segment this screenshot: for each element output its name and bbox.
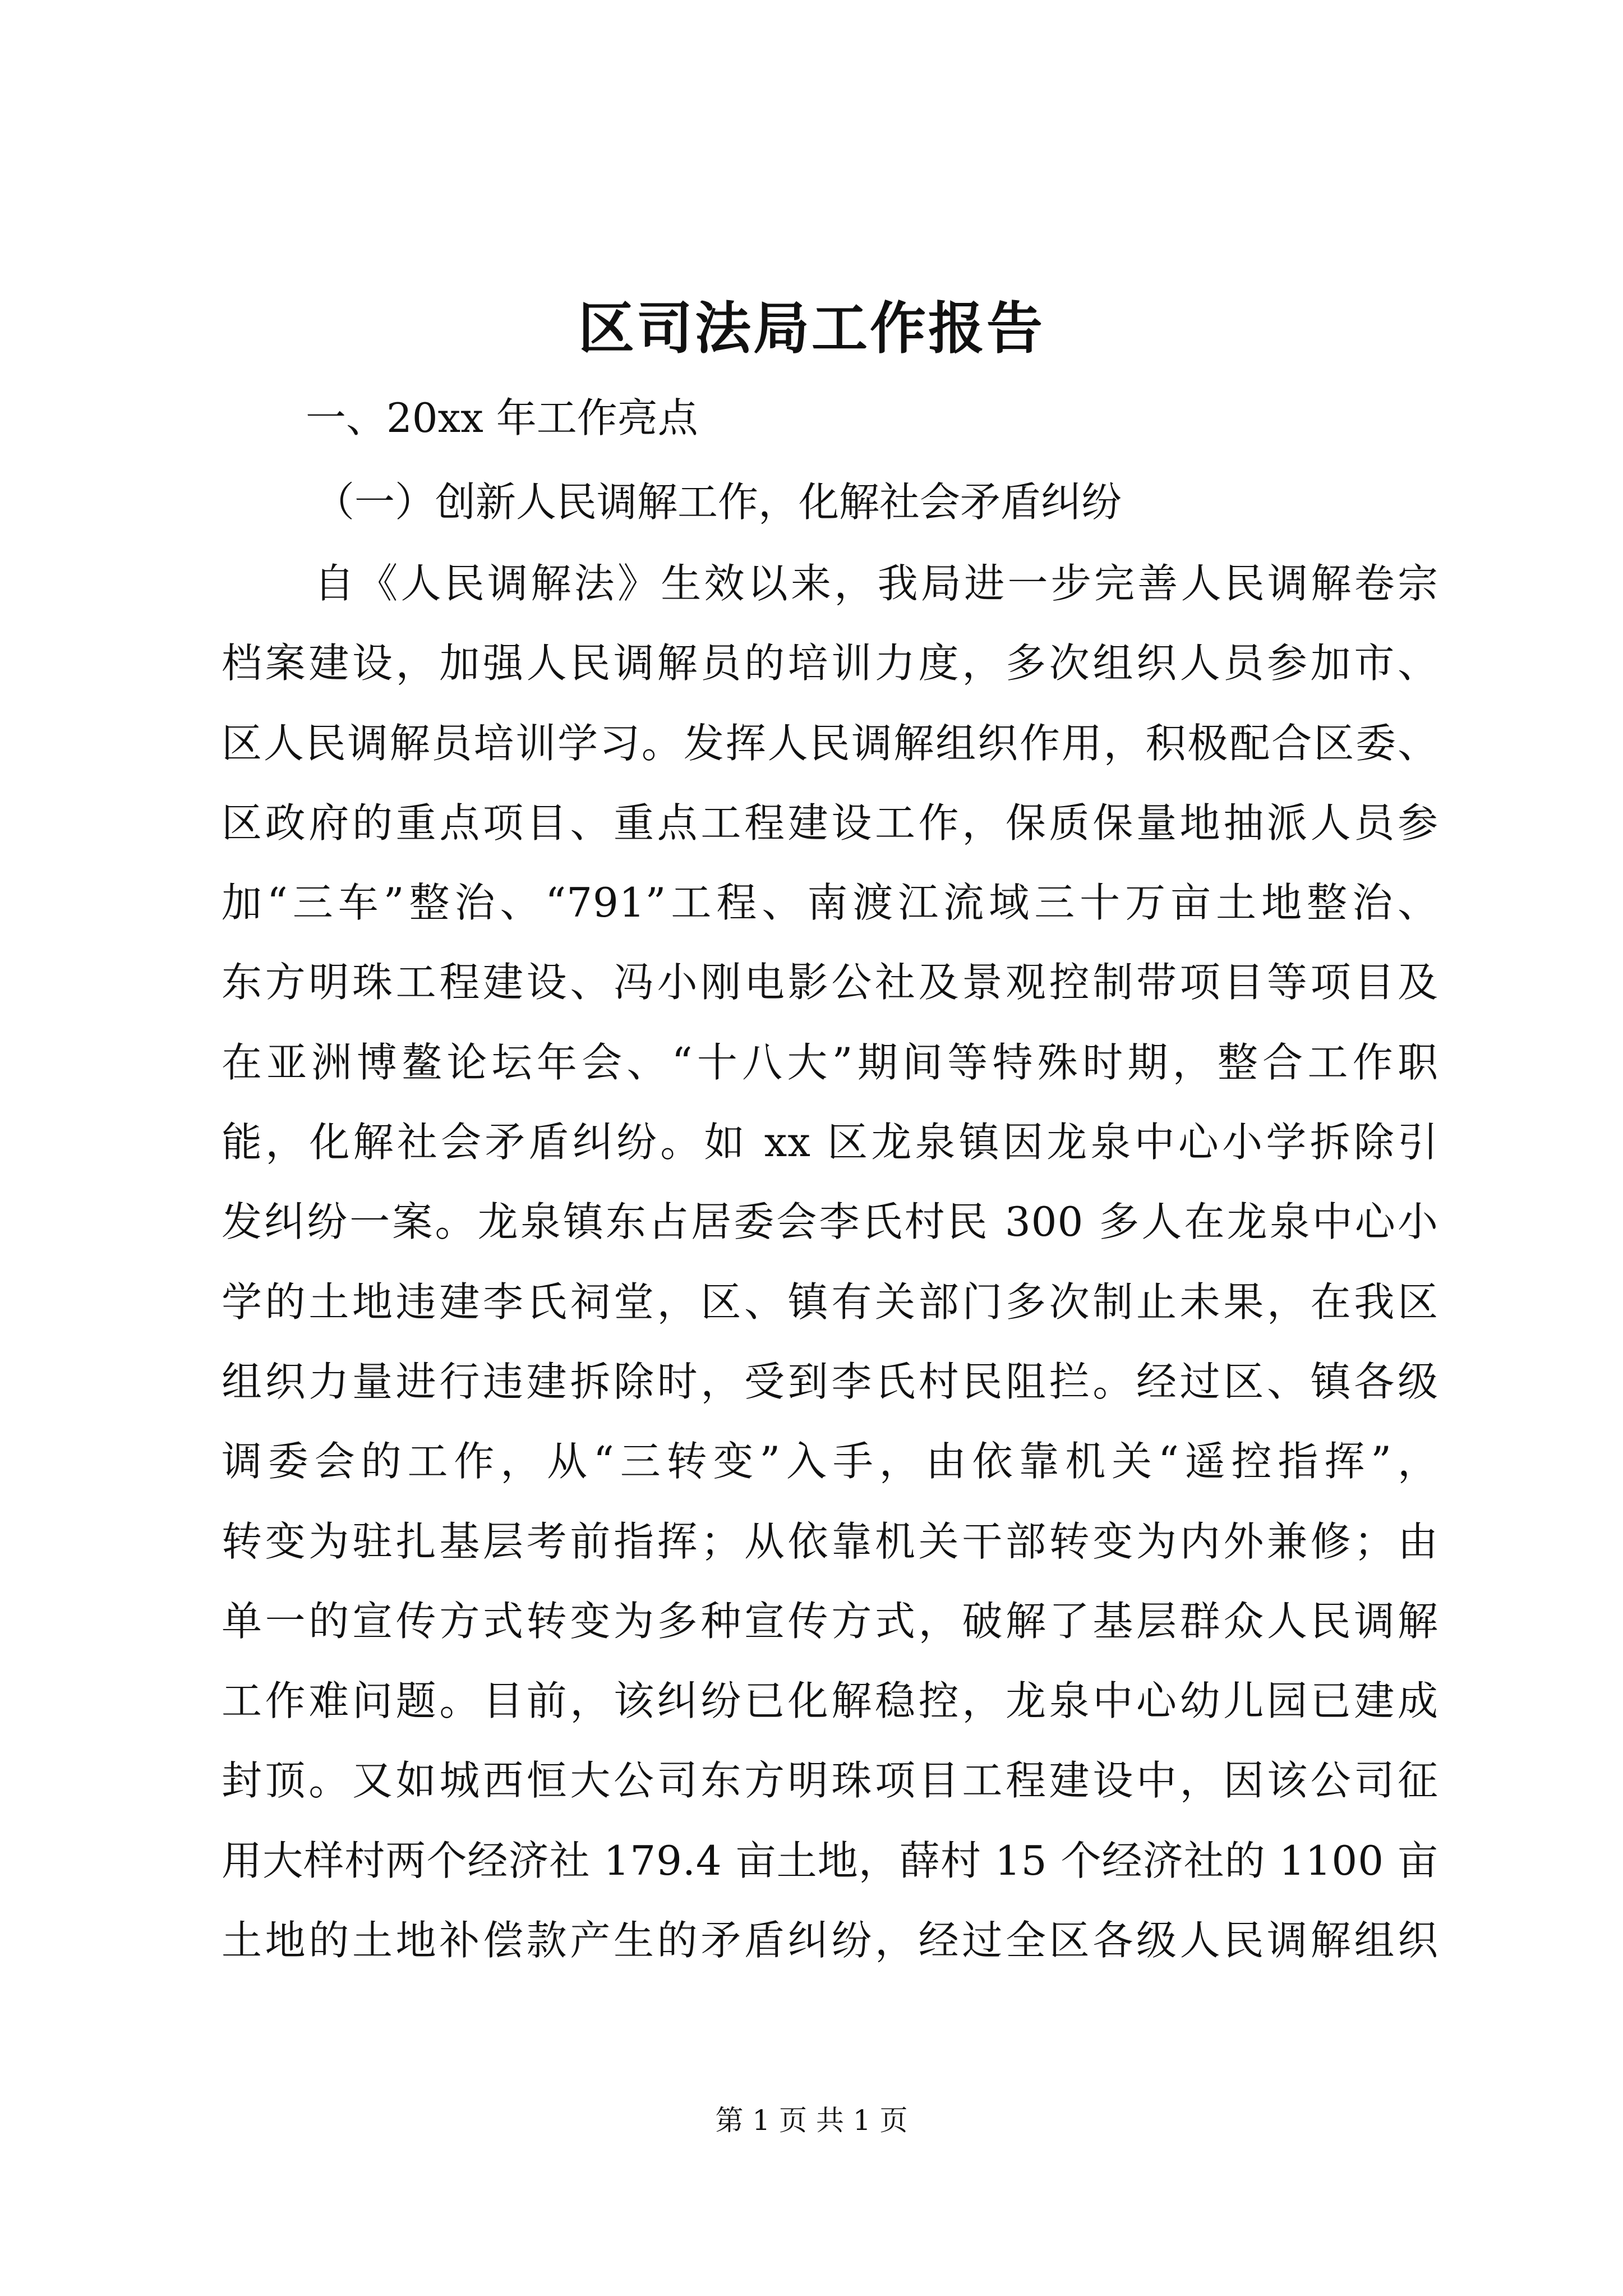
paragraph-line: 工作难问题。目前，该纠纷已化解稳控，龙泉中心幼儿园已建成 xyxy=(222,1677,1438,1725)
subsection-heading: （一）创新人民调解工作，化解社会矛盾纠纷 xyxy=(314,478,1122,526)
paragraph-line: 单一的宣传方式转变为多种宣传方式，破解了基层群众人民调解 xyxy=(222,1597,1438,1645)
paragraph-line: 区人民调解员培训学习。发挥人民调解组织作用，积极配合区委、 xyxy=(222,719,1438,767)
paragraph-line: 调委会的工作，从“三转变”入手，由依靠机关“遥控指挥”， xyxy=(222,1438,1438,1485)
paragraph-line: 学的土地违建李氏祠堂，区、镇有关部门多次制止未果，在我区 xyxy=(222,1278,1438,1326)
paragraph-line: 自《人民调解法》生效以来，我局进一步完善人民调解卷宗 xyxy=(314,560,1438,607)
paragraph-line: 档案建设，加强人民调解员的培训力度，多次组织人员参加市、 xyxy=(222,639,1438,687)
paragraph-line: 土地的土地补偿款产生的矛盾纠纷，经过全区各级人民调解组织 xyxy=(222,1917,1438,1964)
section-heading: 一、20xx 年工作亮点 xyxy=(306,394,698,441)
page-footer: 第 1 页 共 1 页 xyxy=(715,2104,908,2137)
paragraph-line: 封顶。又如城西恒大公司东方明珠项目工程建设中，因该公司征 xyxy=(222,1757,1438,1805)
paragraph-line: 加“三车”整治、“791”工程、南渡江流域三十万亩土地整治、 xyxy=(222,879,1438,927)
paragraph-line: 区政府的重点项目、重点工程建设工作，保质保量地抽派人员参 xyxy=(222,799,1438,846)
body-paragraph xyxy=(222,555,1438,1992)
paragraph-line: 组织力量进行违建拆除时，受到李氏村民阻拦。经过区、镇各级 xyxy=(222,1358,1438,1405)
paragraph-line: 转变为驻扎基层考前指挥；从依靠机关干部转变为内外兼修；由 xyxy=(222,1517,1438,1565)
paragraph-line: 在亚洲博鳌论坛年会、“十八大”期间等特殊时期，整合工作职 xyxy=(222,1038,1438,1086)
paragraph-line: 用大样村两个经济社 179.4 亩土地，薛村 15 个经济社的 1100 亩 xyxy=(222,1837,1438,1884)
paragraph-line: 东方明珠工程建设、冯小刚电影公社及景观控制带项目等项目及 xyxy=(222,959,1438,1006)
document-title: 区司法局工作报告 xyxy=(578,295,1045,361)
paragraph-line: 能，化解社会矛盾纠纷。如 xx 区龙泉镇因龙泉中心小学拆除引 xyxy=(222,1119,1438,1166)
paragraph-line: 发纠纷一案。龙泉镇东占居委会李氏村民 300 多人在龙泉中心小 xyxy=(222,1198,1438,1246)
